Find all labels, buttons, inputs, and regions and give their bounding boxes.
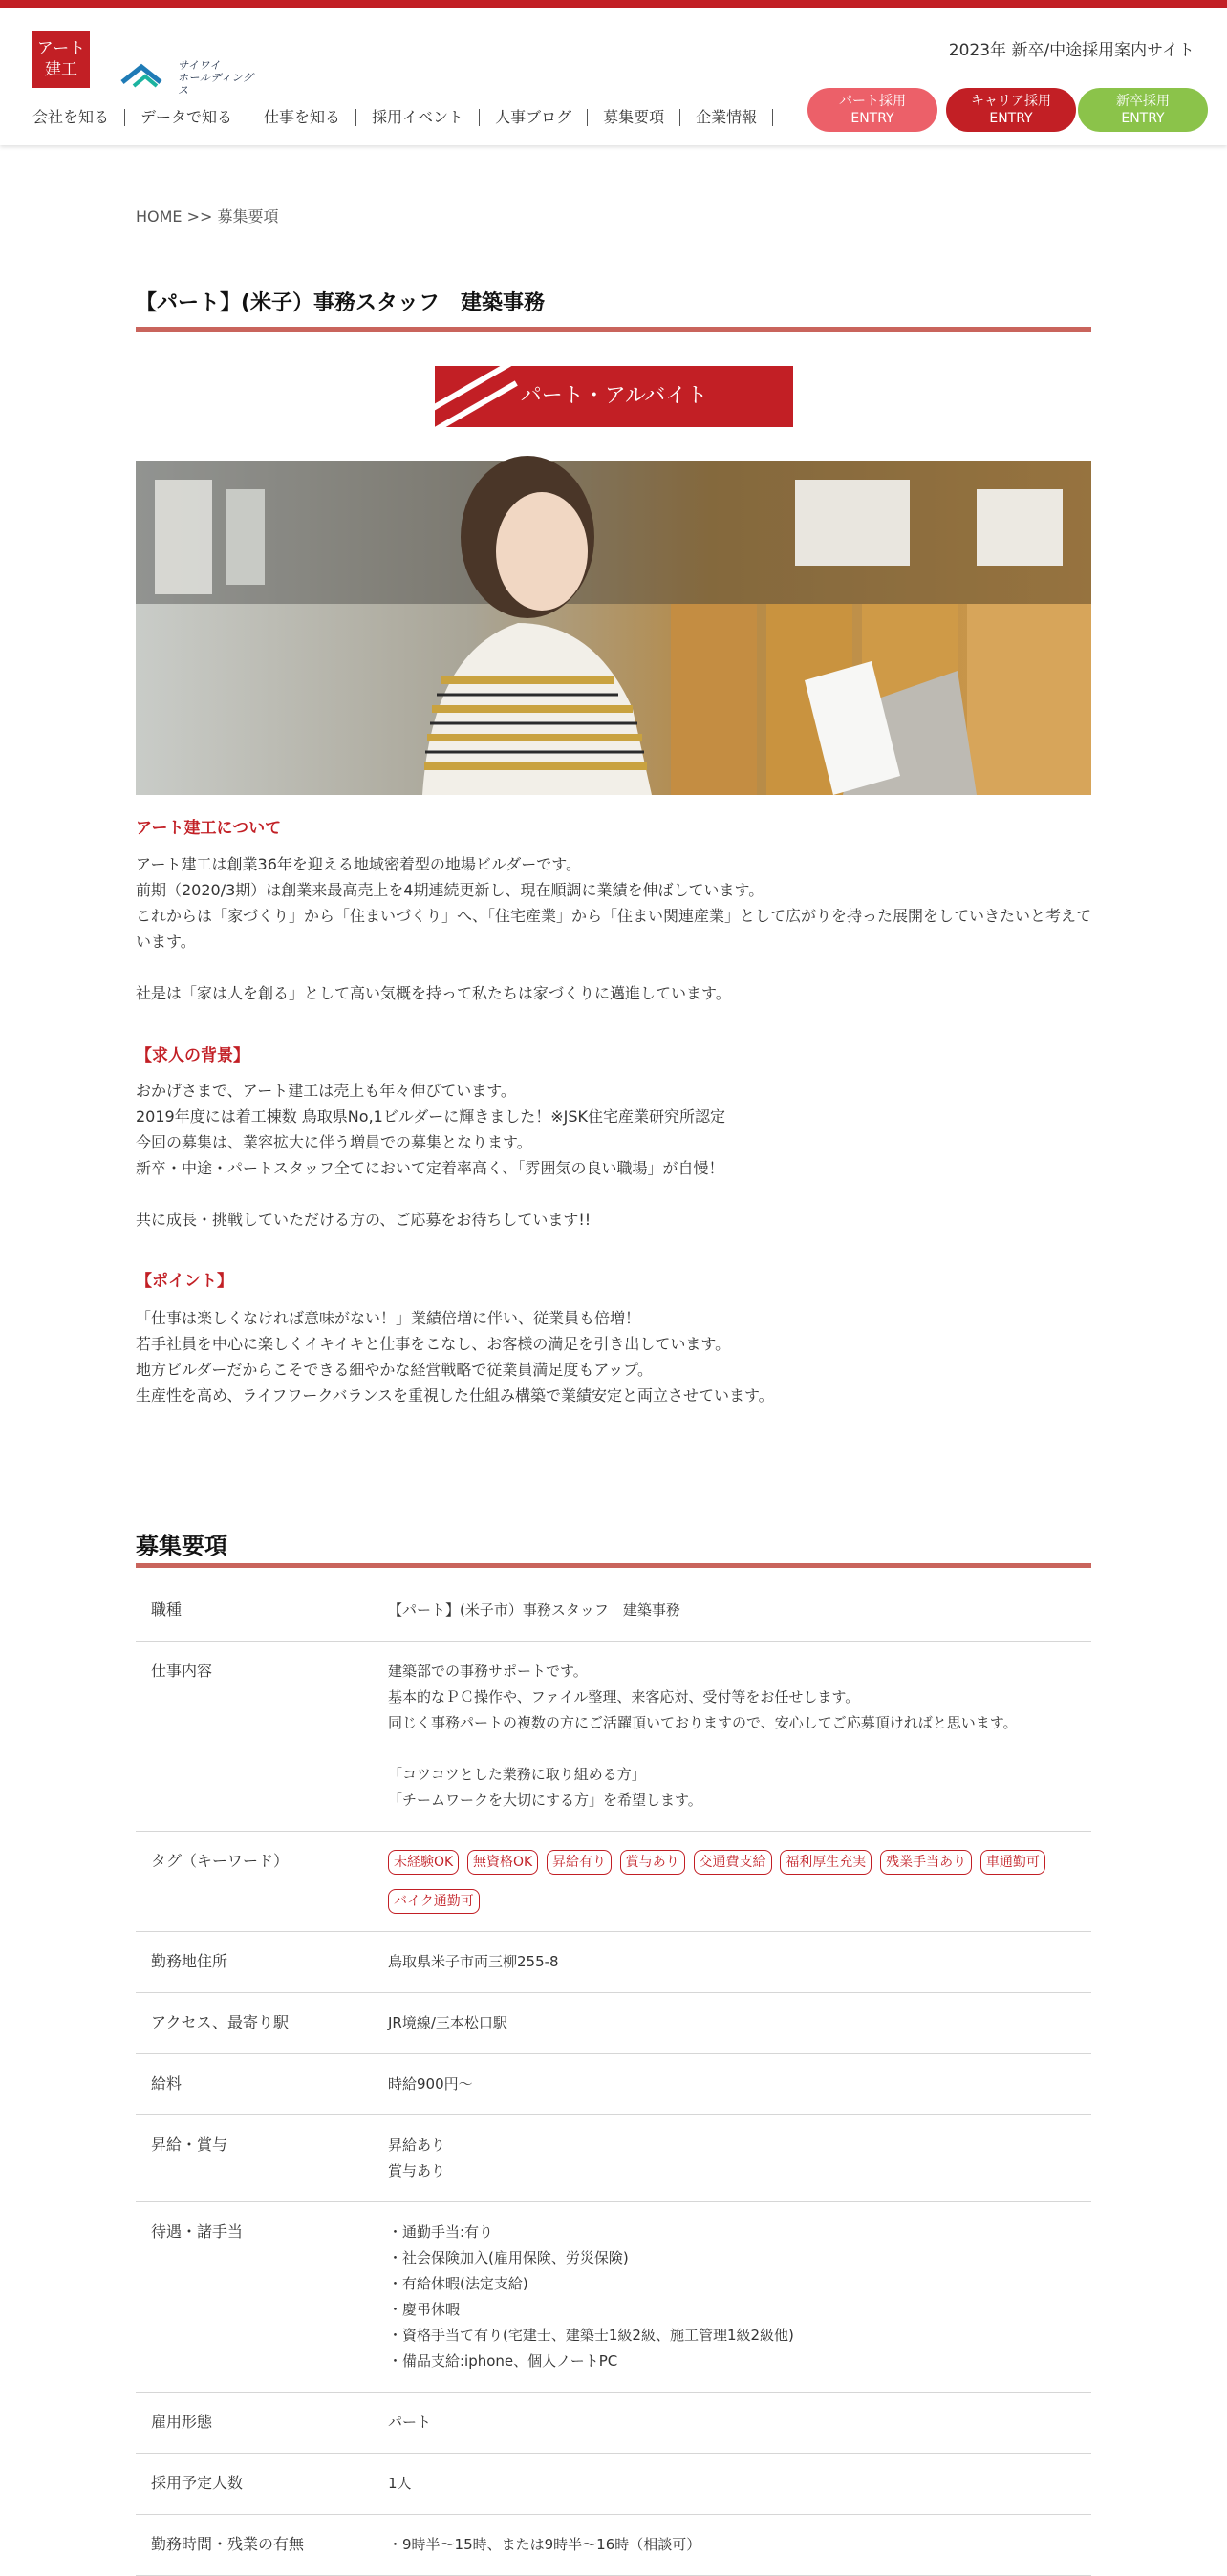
row-value — [388, 2115, 1091, 2202]
holdings-name-line-2: ホールディングス — [178, 72, 254, 97]
row-value — [388, 2202, 1091, 2393]
graduate-entry-button[interactable] — [1078, 88, 1208, 132]
nav-corporate-info[interactable]: 企業情報 — [680, 109, 773, 126]
part-entry-sub: ENTRY — [850, 111, 894, 126]
table-row — [136, 1642, 1091, 1832]
holdings-roof-icon — [120, 61, 174, 90]
about-line — [136, 955, 1091, 980]
career-entry-button[interactable] — [946, 88, 1076, 132]
about-text — [136, 851, 1091, 1006]
value-line: JR境線/三本松口駅 — [388, 2014, 507, 2031]
table-row — [136, 1832, 1091, 1932]
holdings-name-line-1: サイワイ — [178, 59, 221, 72]
job-title: 【パート】(米子）事務スタッフ 建築事務 — [136, 291, 546, 315]
value-line: 「チームワークを大切にする方」を希望します。 — [388, 1792, 702, 1809]
value-line: 「コツコツとした業務に取り組める方」 — [388, 1766, 646, 1783]
row-key: タグ（キーワード） — [136, 1832, 388, 1932]
row-key: 仕事内容 — [136, 1642, 388, 1832]
value-line: 建築部での事務サポートです。 — [388, 1663, 588, 1680]
point-line: 「仕事は楽しくなければ意味がない！」業績倍増に伴い、従業員も倍増！ — [136, 1309, 641, 1327]
about-line: アート建工は創業36年を迎える地域密着型の地場ビルダーです。 — [136, 855, 581, 873]
row-key: 勤務時間・残業の有無 — [136, 2515, 388, 2576]
background-line: 2019年度には着工棟数 鳥取県No,1ビルダーに輝きました！※JSK住宅産業研究所認定 — [136, 1107, 725, 1126]
row-key: 採用予定人数 — [136, 2454, 388, 2515]
value-line: ・社会保険加入(雇用保険、労災保険) — [388, 2249, 629, 2266]
logo-line-2: 建工 — [45, 60, 77, 79]
table-row — [136, 2202, 1091, 2393]
value-line: パート — [388, 2414, 432, 2431]
tag-benefits[interactable]: 福利厚生充実 — [780, 1850, 872, 1875]
row-key: 雇用形態 — [136, 2393, 388, 2454]
nav-company[interactable]: 会社を知る — [32, 109, 125, 126]
tag-no-experience[interactable]: 未経験OK — [388, 1850, 459, 1875]
point-line: 地方ビルダーだからこそできる細やかな経営戦略で従業員満足度もアップ。 — [136, 1361, 653, 1379]
table-row — [136, 2054, 1091, 2115]
value-line: ・慶弔休暇 — [388, 2301, 461, 2318]
tag-bonus[interactable]: 賞与あり — [620, 1850, 685, 1875]
nav-data[interactable]: データで知る — [125, 109, 248, 126]
holdings-logo[interactable] — [120, 55, 254, 97]
top-accent-bar — [0, 0, 1227, 8]
row-key: アクセス、最寄り駅 — [136, 1993, 388, 2054]
value-line: 時給900円〜 — [388, 2075, 473, 2093]
row-value — [388, 2454, 1091, 2515]
row-value — [388, 2393, 1091, 2454]
point-heading: 【ポイント】 — [136, 1272, 233, 1291]
point-line: 生産性を高め、ライフワークバランスを重視した仕組み構築で業績安定と両立させています。 — [136, 1386, 774, 1405]
global-nav — [32, 109, 773, 126]
background-heading: 【求人の背景】 — [136, 1046, 249, 1065]
background-line: 新卒・中途・パートスタッフ全てにおいて定着率高く、「雰囲気の良い職場」が自慢！ — [136, 1159, 724, 1177]
value-line: ・通勤手当:有り — [388, 2223, 494, 2241]
value-line: ・有給休暇(法定支給) — [388, 2275, 528, 2292]
value-line: 鳥取県米子市両三柳255-8 — [388, 1953, 559, 1970]
about-line: これからは「家づくり」から「住まいづくり」へ、「住宅産業」から「住まい関連産業」として広がりを持った展開をしていきたいと考えています。 — [136, 907, 1092, 951]
career-entry-sub: ENTRY — [989, 111, 1033, 126]
company-logo[interactable] — [32, 31, 90, 88]
row-value — [388, 2054, 1091, 2115]
value-line: 基本的なＰＣ操作や、ファイル整理、来客応対、受付等をお任せします。 — [388, 1688, 860, 1706]
background-line — [136, 1181, 1091, 1207]
value-line — [388, 1736, 1091, 1762]
nav-work[interactable]: 仕事を知る — [248, 109, 356, 126]
row-value — [388, 1932, 1091, 1993]
office-worker-photo — [136, 461, 1091, 795]
value-line: 昇給あり — [388, 2136, 446, 2154]
tag-bike-commute[interactable]: バイク通勤可 — [388, 1889, 480, 1914]
about-heading: アート建工について — [136, 819, 282, 838]
tag-overtime-pay[interactable]: 残業手当あり — [880, 1850, 972, 1875]
value-line: ・9時半〜15時、または9時半〜16時（相談可） — [388, 2536, 701, 2553]
table-row — [136, 1580, 1091, 1642]
row-key: 職種 — [136, 1580, 388, 1642]
tag-transport-allowance[interactable]: 交通費支給 — [694, 1850, 772, 1875]
employment-type-label: パート・アルバイト — [520, 384, 708, 408]
value-line: 【パート】(米子市）事務スタッフ 建築事務 — [388, 1601, 680, 1619]
row-key: 給料 — [136, 2054, 388, 2115]
about-line: 前期（2020/3期）は創業来最高売上を4期連続更新し、現在順調に業績を伸ばしています。 — [136, 881, 764, 899]
breadcrumb[interactable]: HOME >> 募集要項 — [136, 207, 279, 225]
tag-car-commute[interactable]: 車通勤可 — [980, 1850, 1045, 1875]
row-value — [388, 1642, 1091, 1832]
point-text — [136, 1305, 1091, 1408]
tag-no-qualification[interactable]: 無資格OK — [467, 1850, 538, 1875]
badge-stripe — [432, 380, 518, 433]
graduate-entry-label: 新卒採用 — [1116, 94, 1170, 109]
row-value — [388, 1580, 1091, 1642]
career-entry-label: キャリア採用 — [971, 94, 1051, 109]
title-divider — [136, 327, 1091, 332]
about-line: 社是は「家は人を創る」として高い気概を持って私たちは家づくりに邁進しています。 — [136, 984, 731, 1002]
requirements-heading: 募集要項 — [136, 1533, 227, 1559]
requirements-table — [136, 1580, 1091, 2576]
value-line: 1人 — [388, 2475, 412, 2492]
row-value — [388, 2515, 1091, 2576]
row-key: 昇給・賞与 — [136, 2115, 388, 2202]
tag-raise[interactable]: 昇給有り — [547, 1850, 612, 1875]
background-line: 共に成長・挑戦していただける方の、ご応募をお待ちしています!! — [136, 1211, 592, 1229]
requirements-divider — [136, 1563, 1091, 1568]
site-header — [0, 8, 1227, 145]
part-entry-label: パート採用 — [839, 94, 906, 109]
table-row — [136, 2115, 1091, 2202]
background-line: 今回の募集は、業容拡大に伴う増員での募集となります。 — [136, 1133, 532, 1151]
value-line: ・備品支給:iphone、個人ノートPC — [388, 2352, 618, 2370]
value-line: ・資格手当て有り(宅建士、建築士1級2級、施工管理1級2級他) — [388, 2327, 794, 2344]
row-key: 待遇・諸手当 — [136, 2202, 388, 2393]
table-row — [136, 2393, 1091, 2454]
row-value — [388, 1993, 1091, 2054]
background-line: おかげさまで、アート建工は売上も年々伸びています。 — [136, 1082, 516, 1100]
row-key: 勤務地住所 — [136, 1932, 388, 1993]
point-line: 若手社員を中心に楽しくイキイキと仕事をこなし、お客様の満足を引き出しています。 — [136, 1335, 731, 1353]
keyword-tags — [388, 1832, 1091, 1932]
table-row — [136, 2515, 1091, 2576]
nav-requirements[interactable]: 募集要項 — [588, 109, 680, 126]
site-title: 2023年 新卒/中途採用案内サイト — [948, 41, 1195, 60]
nav-events[interactable]: 採用イベント — [356, 109, 480, 126]
value-line: 賞与あり — [388, 2162, 446, 2179]
part-entry-button[interactable] — [807, 88, 937, 132]
table-row — [136, 1932, 1091, 1993]
value-line: 同じく事務パートの複数の方にご活躍頂いておりますので、安心してご応募頂ければと思います。 — [388, 1714, 1018, 1731]
table-row — [136, 1993, 1091, 2054]
nav-hr-blog[interactable]: 人事ブログ — [480, 109, 588, 126]
employment-type-badge — [435, 366, 793, 427]
logo-line-1: アート — [36, 39, 86, 58]
background-text — [136, 1078, 1091, 1233]
table-row — [136, 2454, 1091, 2515]
graduate-entry-sub: ENTRY — [1121, 111, 1165, 126]
